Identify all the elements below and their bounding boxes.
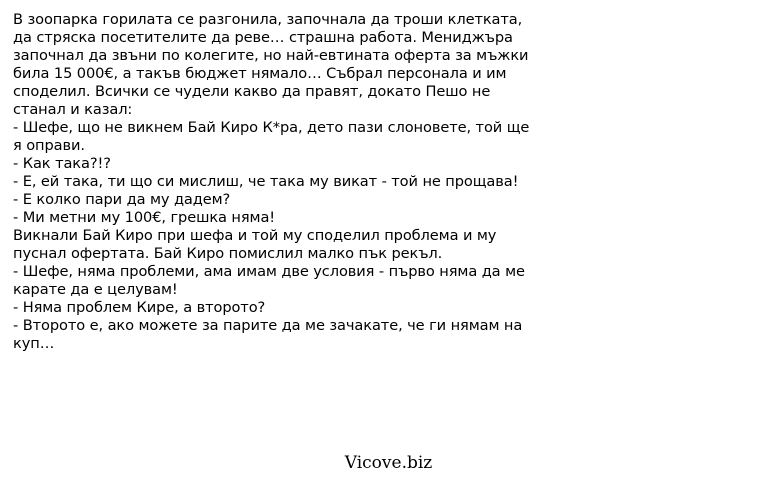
joke-line: споделил. Всички се чудели какво да правят, докато Пешо не (13, 83, 491, 100)
joke-line: станал и казал: (13, 101, 133, 118)
joke-line: пуснал офертата. Бай Киро помислил малко пък рекъл. (13, 245, 443, 262)
joke-line: - Второто е, ако можете за парите да ме зачакате, че ги нямам на (13, 317, 523, 334)
joke-line: карате да е целувам! (13, 281, 178, 298)
joke-text (13, 11, 573, 353)
joke-line: - Как така?!? (13, 155, 111, 172)
joke-line: - Е, ей така, ти що си мислиш, че така му викат - той не прощава! (13, 173, 519, 190)
joke-line: я оправи. (13, 137, 85, 154)
joke-line: да стряска посетителите да реве… страшна работа. Мениджъра (13, 29, 513, 46)
joke-line: - Е колко пари да му дадем? (13, 191, 231, 208)
joke-line: В зоопарка горилата се разгонила, започнала да троши клетката, (13, 11, 523, 28)
joke-line: - Шефе, няма проблеми, ама имам две условия - първо няма да ме (13, 263, 525, 280)
site-watermark: Vicove.biz (344, 453, 433, 473)
joke-line: Викнали Бай Киро при шефа и той му споделил проблема и му (13, 227, 497, 244)
joke-line: куп… (13, 335, 55, 352)
joke-line: - Ми метни му 100€, грешка няма! (13, 209, 276, 226)
joke-line: започнал да звъни по колегите, но най-евтината оферта за мъжки (13, 47, 529, 64)
joke-line: - Шефе, що не викнем Бай Киро К*ра, дето пази слоновете, той ще (13, 119, 530, 136)
joke-line: била 15 000€, а такъв бюджет нямало… Събрал персонала и им (13, 65, 507, 82)
joke-line: - Няма проблем Кире, а второто? (13, 299, 266, 316)
